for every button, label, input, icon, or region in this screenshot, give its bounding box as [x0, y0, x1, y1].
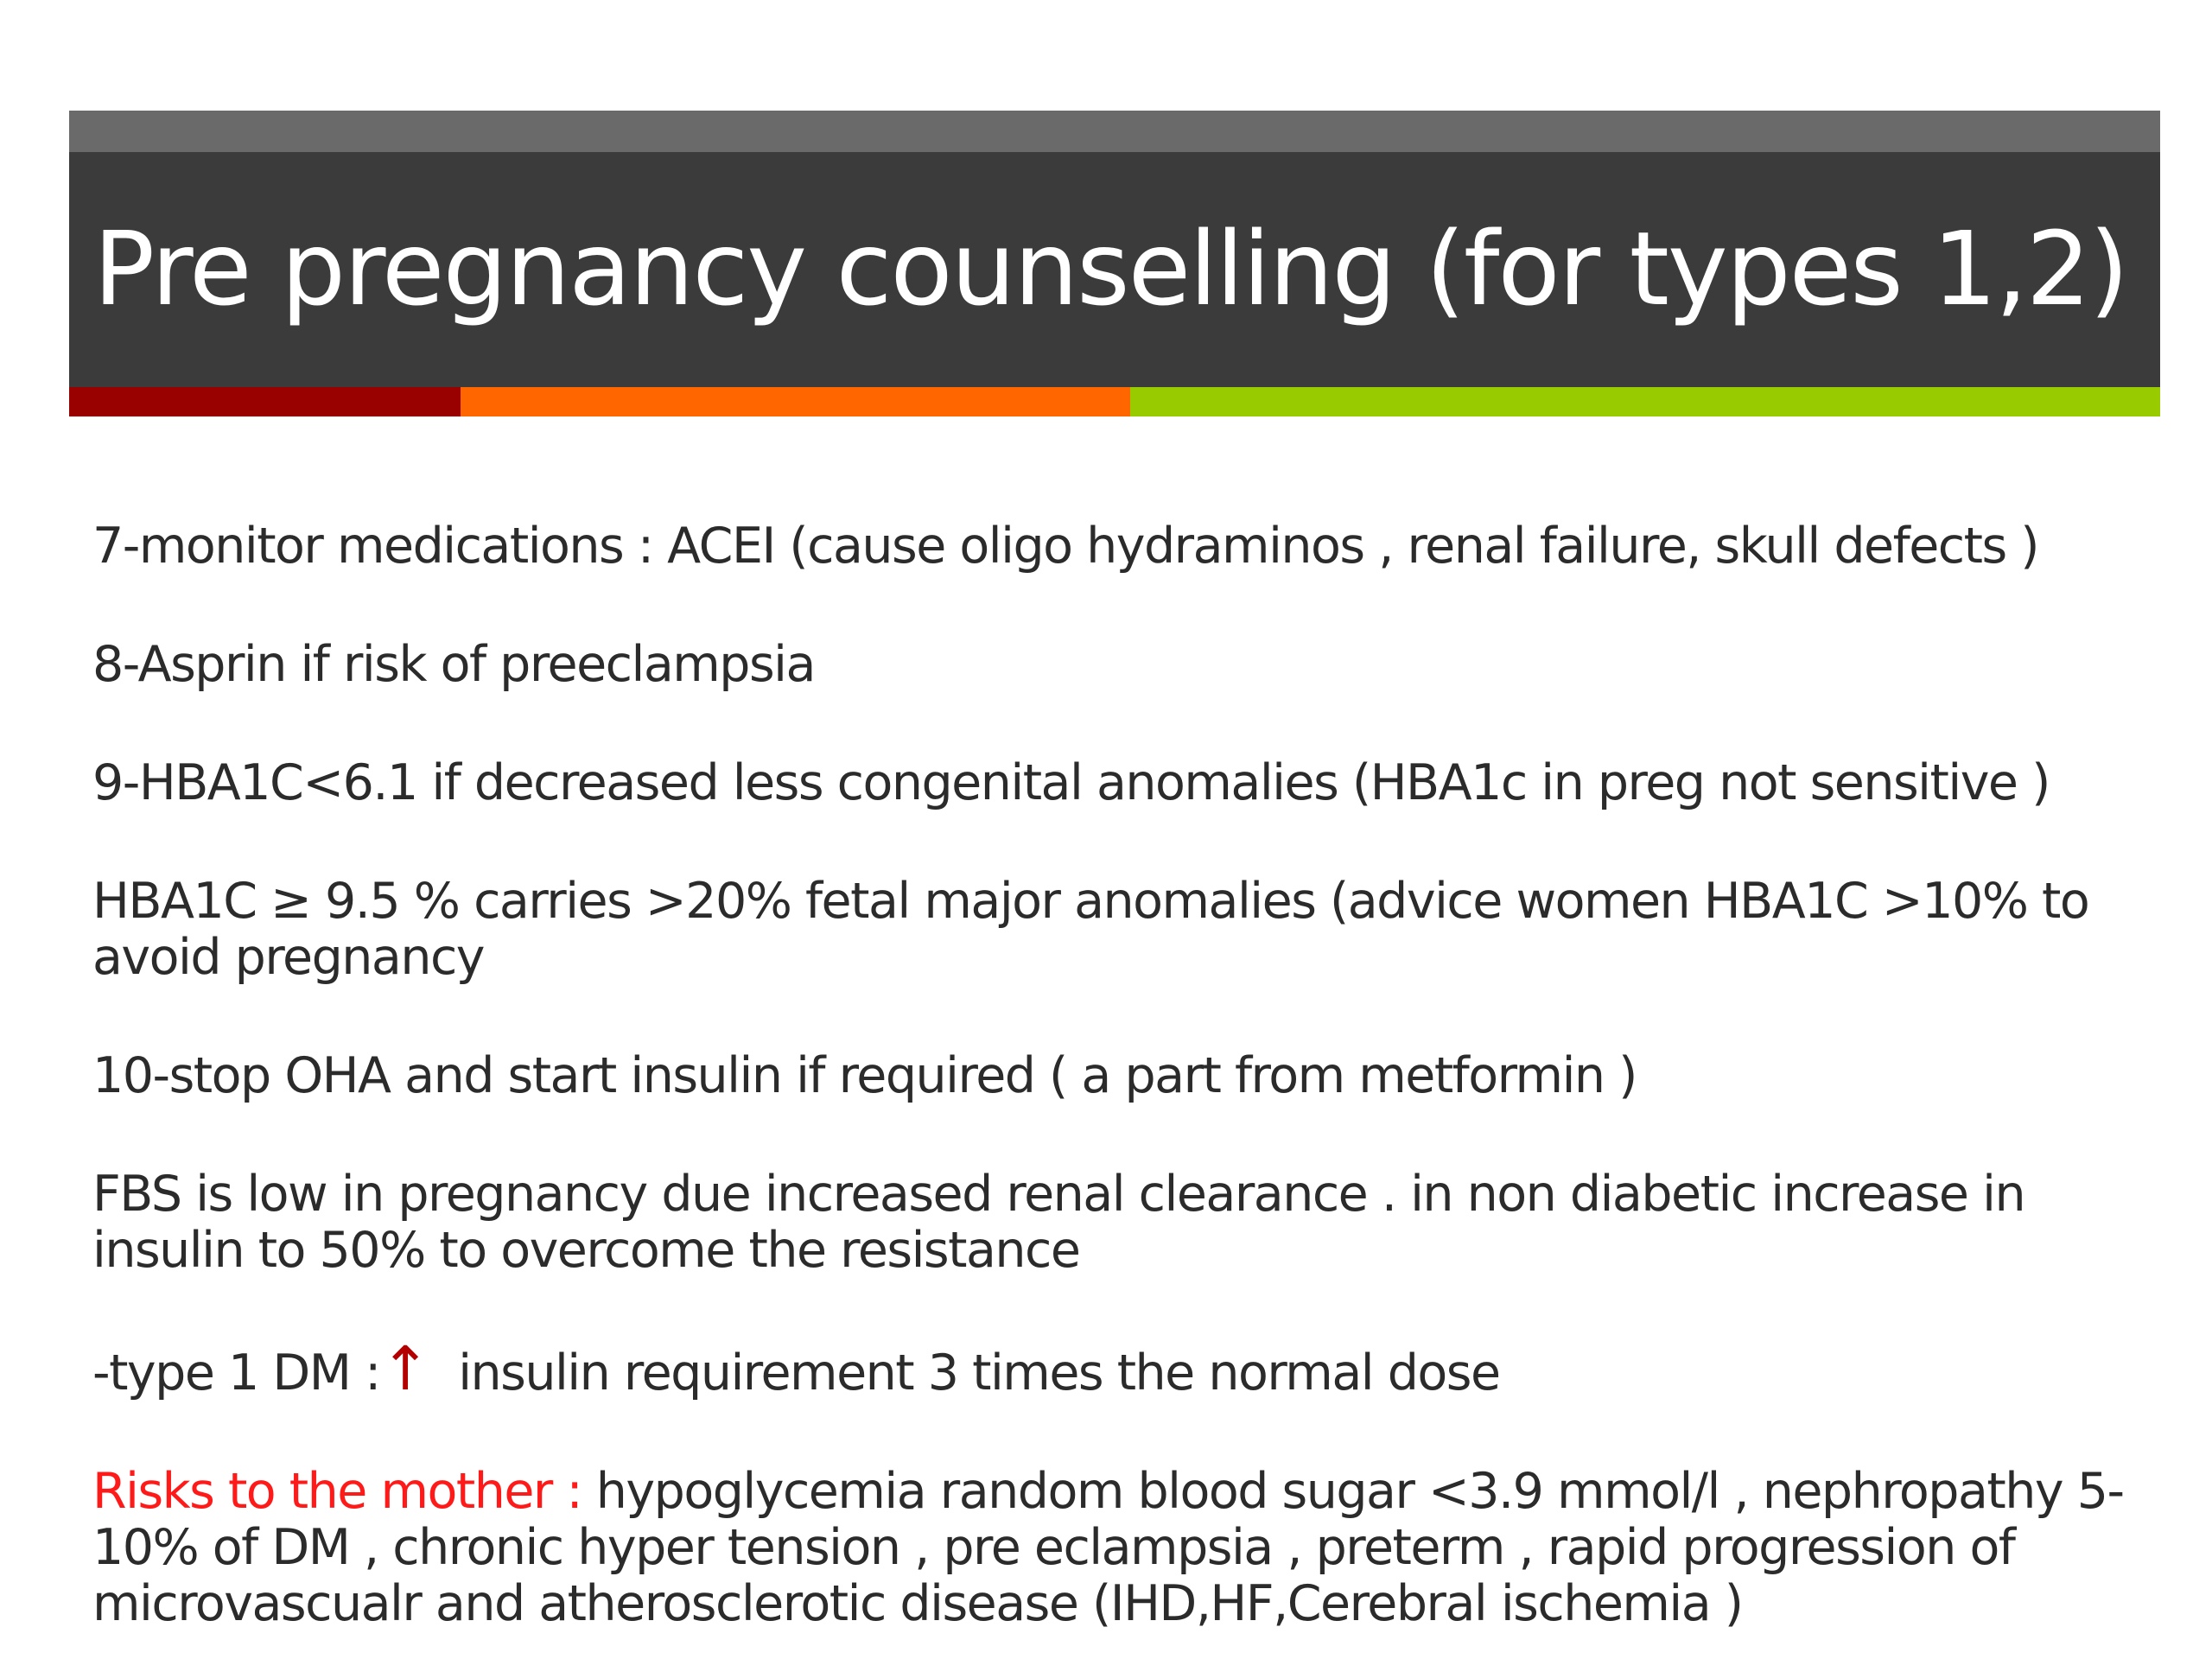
paragraph-type1-insulin	[92, 1333, 2160, 1404]
slide-title: Pre pregnancy counselling (for types 1,2)	[93, 209, 2127, 328]
accent-bar-orange	[461, 387, 1130, 416]
paragraph-stop-oha: 10-stop OHA and start insulin if required ( a part from metformin )	[92, 1047, 1637, 1104]
slide-body	[92, 518, 2160, 1632]
type1-suffix: insulin requirement 3 times the normal dose	[429, 1344, 1500, 1402]
risks-label: Risks to the mother :	[92, 1463, 596, 1520]
risks-text: hypoglycemia random blood sugar <3.9 mmol/l , nephropathy 5-10% of DM , chronic hyper tension , pre eclampsia , preterm , rapid progression of microvascualr and atherosclerotic disease (IHD,HF,Cerebral ischemia )	[92, 1463, 2124, 1632]
title-band	[69, 152, 2160, 387]
paragraph-fbs: FBS is low in pregnancy due increased renal clearance . in non diabetic increase in insulin to 50% to overcome the resistance	[92, 1166, 2025, 1279]
paragraph-hba1c-target: 9-HBA1C<6.1 if decreased less congenital anomalies (HBA1c in preg not sensitive )	[92, 754, 2050, 811]
paragraph-hba1c-risk: HBA1C ≥ 9.5 % carries >20% fetal major anomalies (advice women HBA1C >10% to avoid pregnancy	[92, 873, 2089, 986]
paragraph-medications: 7-monitor medications : ACEI (cause oligo hydraminos , renal failure, skull defects )	[92, 518, 2038, 575]
up-arrow-icon: ↑	[379, 1333, 429, 1404]
paragraph-aspirin: 8-Asprin if risk of preeclampsia	[92, 636, 815, 693]
accent-bar-red	[69, 387, 461, 416]
type1-prefix: -type 1 DM :	[92, 1344, 380, 1402]
title-band-top-strip	[69, 111, 2160, 152]
paragraph-maternal-risks	[92, 1464, 2160, 1632]
accent-bar-green	[1130, 387, 2160, 416]
